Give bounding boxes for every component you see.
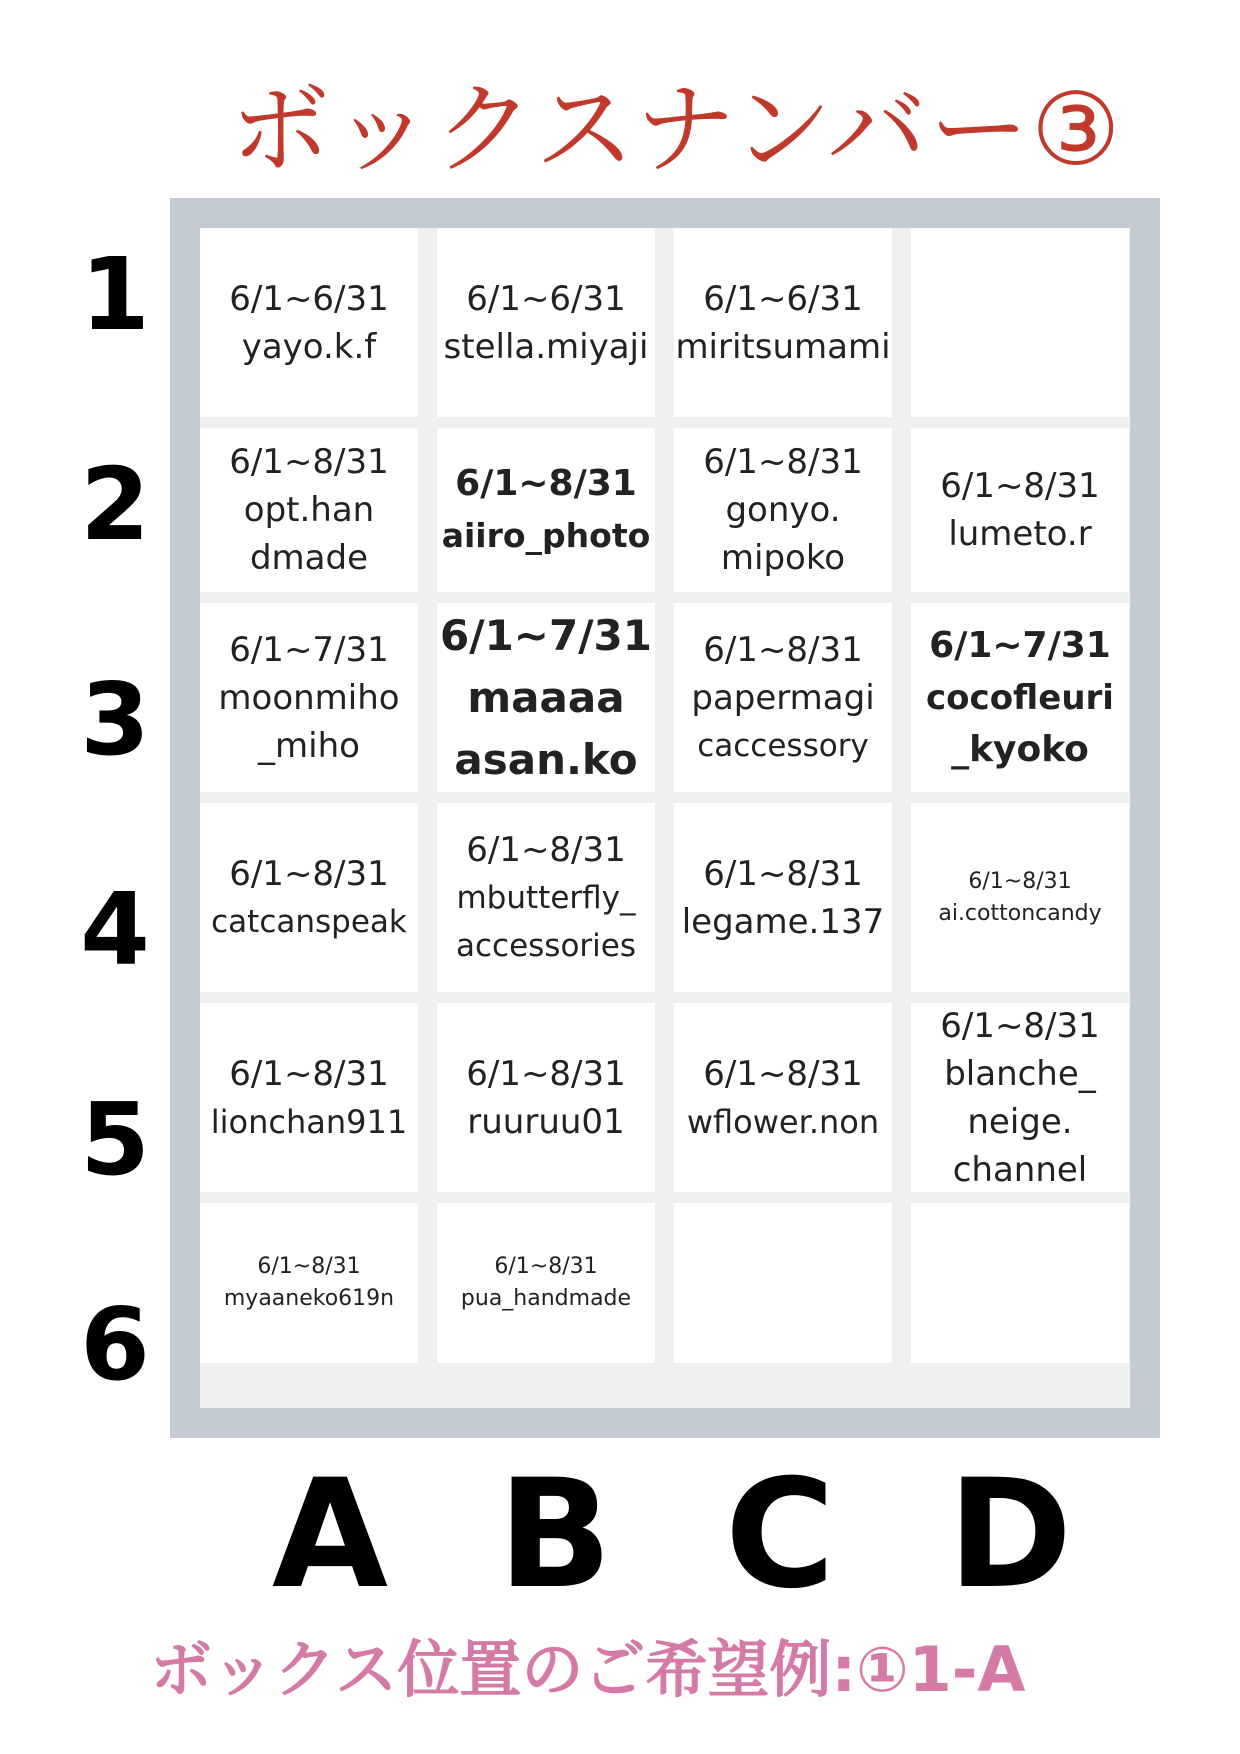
row-label-3: 3 bbox=[80, 661, 150, 778]
box-5D bbox=[911, 1003, 1129, 1203]
box-6A bbox=[200, 1203, 418, 1363]
box-account: miritsumami bbox=[675, 326, 891, 367]
box-date: 6/1~8/31 bbox=[968, 868, 1072, 894]
box-date: 6/1~8/31 bbox=[466, 829, 626, 870]
box-account: ai.cottoncandy bbox=[938, 900, 1102, 926]
box-account: myaaneko619n bbox=[223, 1286, 395, 1311]
box-date: 6/1~6/31 bbox=[229, 278, 389, 319]
row-label-1: 1 bbox=[80, 236, 150, 353]
col-label-D: D bbox=[947, 1448, 1073, 1622]
box-account: accessories bbox=[455, 927, 636, 964]
box-5C bbox=[674, 1003, 892, 1203]
box-date: 6/1~8/31 bbox=[940, 1005, 1100, 1046]
box-3A bbox=[200, 603, 418, 803]
box-account: gonyo. bbox=[725, 490, 841, 530]
box-3C bbox=[674, 603, 892, 803]
box-4D bbox=[911, 803, 1129, 1003]
box-6B bbox=[437, 1203, 655, 1363]
box-account: channel bbox=[952, 1149, 1088, 1190]
box-account: lumeto.r bbox=[948, 514, 1092, 554]
box-account: dmade bbox=[249, 538, 369, 578]
box-account: _kyoko bbox=[951, 728, 1089, 770]
box-account: _miho bbox=[258, 725, 360, 766]
box-date: 6/1~8/31 bbox=[940, 466, 1100, 506]
box-date: 6/1~7/31 bbox=[440, 610, 652, 660]
box-account: blanche_ bbox=[944, 1053, 1096, 1094]
row-label-6: 6 bbox=[80, 1286, 150, 1403]
box-account: wflower.non bbox=[686, 1102, 880, 1141]
box-3D bbox=[911, 603, 1129, 803]
box-4B bbox=[437, 803, 655, 1003]
box-date: 6/1~8/31 bbox=[466, 1053, 626, 1094]
box-2A bbox=[200, 428, 418, 603]
box-4A bbox=[200, 803, 418, 1003]
row-label-2: 2 bbox=[80, 446, 150, 563]
row-label-4: 4 bbox=[80, 871, 150, 988]
box-account: opt.han bbox=[243, 490, 375, 530]
page-title: ボックスナンバー③ bbox=[230, 71, 1123, 188]
box-date: 6/1~8/31 bbox=[229, 853, 389, 894]
col-label-A: A bbox=[271, 1448, 389, 1622]
box-account: ruuruu01 bbox=[467, 1101, 625, 1142]
box-date: 6/1~8/31 bbox=[229, 1053, 389, 1094]
box-grid bbox=[200, 228, 1130, 1408]
box-6C-empty bbox=[674, 1203, 892, 1363]
box-date: 6/1~8/31 bbox=[494, 1254, 598, 1279]
box-account: cocofleuri bbox=[926, 677, 1114, 718]
box-account: yayo.k.f bbox=[241, 326, 377, 367]
box-account: stella.miyaji bbox=[443, 326, 649, 367]
box-account: mbutterfly_ bbox=[456, 879, 636, 916]
box-date: 6/1~8/31 bbox=[703, 853, 863, 894]
box-date: 6/1~6/31 bbox=[466, 278, 626, 319]
box-date: 6/1~8/31 bbox=[703, 629, 863, 670]
box-account: catcanspeak bbox=[211, 903, 407, 940]
box-account: caccessory bbox=[697, 727, 869, 764]
box-account: legame.137 bbox=[681, 901, 885, 942]
box-date: 6/1~8/31 bbox=[229, 442, 389, 482]
box-date: 6/1~8/31 bbox=[257, 1254, 361, 1279]
box-grid-frame bbox=[170, 198, 1160, 1438]
box-date: 6/1~8/31 bbox=[455, 463, 637, 504]
box-5A bbox=[200, 1003, 418, 1203]
box-1A bbox=[200, 228, 418, 428]
col-label-C: C bbox=[724, 1448, 836, 1622]
box-2D bbox=[911, 428, 1129, 603]
box-1D-empty bbox=[911, 228, 1129, 428]
box-date: 6/1~6/31 bbox=[703, 278, 863, 319]
box-1B bbox=[437, 228, 655, 428]
col-label-B: B bbox=[497, 1448, 613, 1622]
box-6D-empty bbox=[911, 1203, 1129, 1363]
box-1C bbox=[674, 228, 892, 428]
box-account: asan.ko bbox=[454, 734, 638, 784]
box-account: neige. bbox=[967, 1101, 1073, 1142]
box-2B bbox=[437, 428, 655, 603]
box-account: mipoko bbox=[720, 538, 846, 578]
box-account: pua_handmade bbox=[460, 1286, 632, 1311]
box-account: lionchan911 bbox=[210, 1102, 408, 1141]
box-date: 6/1~7/31 bbox=[229, 629, 389, 670]
box-date: 6/1~8/31 bbox=[703, 1053, 863, 1094]
box-account: maaaa bbox=[467, 672, 625, 722]
box-account: papermagi bbox=[691, 677, 875, 718]
box-4C bbox=[674, 803, 892, 1003]
box-date: 6/1~7/31 bbox=[929, 624, 1111, 666]
box-account: moonmiho bbox=[218, 677, 400, 718]
box-3B bbox=[437, 603, 655, 803]
box-2C bbox=[674, 428, 892, 603]
row-label-5: 5 bbox=[80, 1081, 150, 1198]
box-date: 6/1~8/31 bbox=[703, 442, 863, 482]
box-account: aiiro_photo bbox=[441, 516, 651, 555]
box-5B bbox=[437, 1003, 655, 1203]
box-position-example-note: ボックス位置のご希望例:①1-A bbox=[150, 1633, 1026, 1706]
